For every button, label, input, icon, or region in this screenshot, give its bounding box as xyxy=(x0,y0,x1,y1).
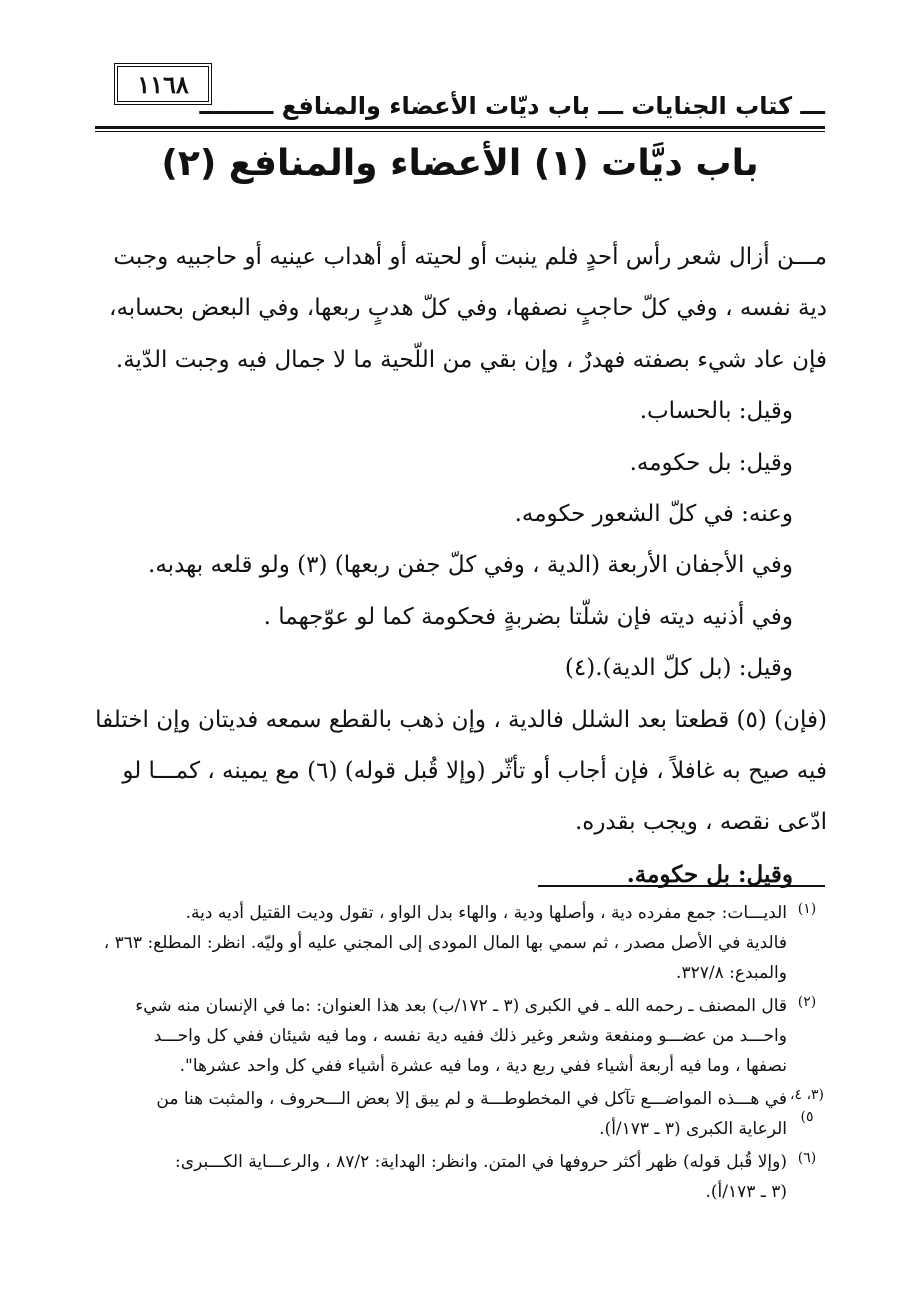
text-line: وفي الأجفان الأربعة (الدية ، وفي كلّ جفن ربعها) (٣) ولو قلعه بهدبه. xyxy=(148,552,793,579)
footnote-line: نصفها ، وما فيه أربعة أشياء ففي ربع دية ، وما فيه عشرة أشياء ففي كل واحد عشرها". xyxy=(179,1056,787,1076)
footnote-line: فالدية في الأصل مصدر ، ثم سمي بها المال المودى إلى المجني عليه أو وليّه. انظر: المطلع: ٣٦٣ ، xyxy=(103,933,787,953)
footnotes xyxy=(92,898,827,1210)
footnote-line: قال المصنف ـ رحمه الله ـ في الكبرى (٣ ـ ١٧٢/ب) بعد هذا العنوان: :ما في الإنسان منه شيء xyxy=(135,996,787,1016)
text-line: ادّعى نقصه ، ويجب بقدره. xyxy=(574,809,827,836)
running-header: ـــ كتاب الجنايات ـــ باب ديّات الأعضاء والمنافع ـــــــــ xyxy=(199,92,825,120)
footnote-item xyxy=(92,991,827,1081)
text-line: وقيل: (بل كلّ الدية).(٤) xyxy=(564,655,793,682)
text-line: فيه صيح به غافلاً ، فإن أجاب أو تأثّر (وإلا قُبل قوله) (٦) مع يمينه ، كمـــا لو xyxy=(122,758,827,785)
footnote-number: (٦) xyxy=(797,1150,817,1166)
footnote-number: (٢) xyxy=(797,994,817,1010)
footnote-item xyxy=(92,1084,827,1144)
footnote-item xyxy=(92,898,827,988)
text-line: وقيل: بالحساب. xyxy=(639,398,793,425)
text-line: دية نفسه ، وفي كلّ حاجبٍ نصفها، وفي كلّ هدبٍ ربعها، وفي البعض بحسابه، xyxy=(109,295,827,322)
footnote-separator xyxy=(538,885,825,887)
text-line: وفي أذنيه ديته فإن شلّتا بضربةٍ فحكومة كما لو عوّجهما . xyxy=(263,603,793,630)
footnote-text xyxy=(92,991,787,1081)
footnote-line: (وإلا قُبل قوله) ظهر أكثر حروفها في المتن. وانظر: الهداية: ٨٧/٢ ، والرعـــاية الكـــبرى: xyxy=(175,1152,787,1172)
footnote-line: الرعاية الكبرى (٣ ـ ١٧٣/أ). xyxy=(599,1119,787,1139)
footnote-line: (٣ ـ ١٧٣/أ). xyxy=(705,1182,787,1202)
footnote-number: (١) xyxy=(797,901,817,917)
main-text xyxy=(92,232,827,900)
text-line: وعنه: في كلّ الشعور حكومه. xyxy=(514,501,793,528)
footnote-text xyxy=(92,1147,787,1207)
footnote-line: والمبدع: ٣٢٧/٨. xyxy=(676,963,787,983)
header-rule xyxy=(95,126,825,132)
chapter-title: باب ديَّات (١) الأعضاء والمنافع (٢) xyxy=(161,143,759,184)
footnote-text xyxy=(92,898,787,988)
footnote-text xyxy=(92,1084,787,1144)
text-line: وقيل: بل حكومه. xyxy=(629,449,793,476)
text-line: مـــن أزال شعر رأس أحدٍ فلم ينبت أو لحيته أو أهداب عينيه أو حاجبيه وجبت xyxy=(113,244,827,270)
footnote-line: في هـــذه المواضـــع تآكل في المخطوطـــة و لم يبق إلا بعض الـــحروف ، والمثبت هنا من xyxy=(156,1089,787,1109)
text-line: (فإن) (٥) قطعتا بعد الشلل فالدية ، وإن ذهب بالقطع سمعه فديتان وإن اختلفا xyxy=(95,706,827,733)
page-number-box xyxy=(114,63,212,105)
footnote-item xyxy=(92,1147,827,1207)
text-line: وقيل: بل حكومة. xyxy=(626,860,793,888)
page-number: ١١٦٨ xyxy=(137,69,189,99)
footnote-number: (٣، ٤، ٥) xyxy=(789,1087,825,1125)
footnote-line: واحـــد من عضـــو ومنفعة وشعر وغير ذلك ففيه دية نفسه ، وما فيه شيئان ففي كل واحـــد xyxy=(153,1026,787,1046)
footnote-line: الديـــات: جمع مفرده دية ، وأصلها ودية ، والهاء بدل الواو ، تقول وديت القتيل أديه دية. xyxy=(185,903,787,923)
text-line: فإن عاد شيء بصفته فهدرٌ ، وإن بقي من اللّحية ما لا جمال فيه وجبت الدّية. xyxy=(115,346,827,373)
